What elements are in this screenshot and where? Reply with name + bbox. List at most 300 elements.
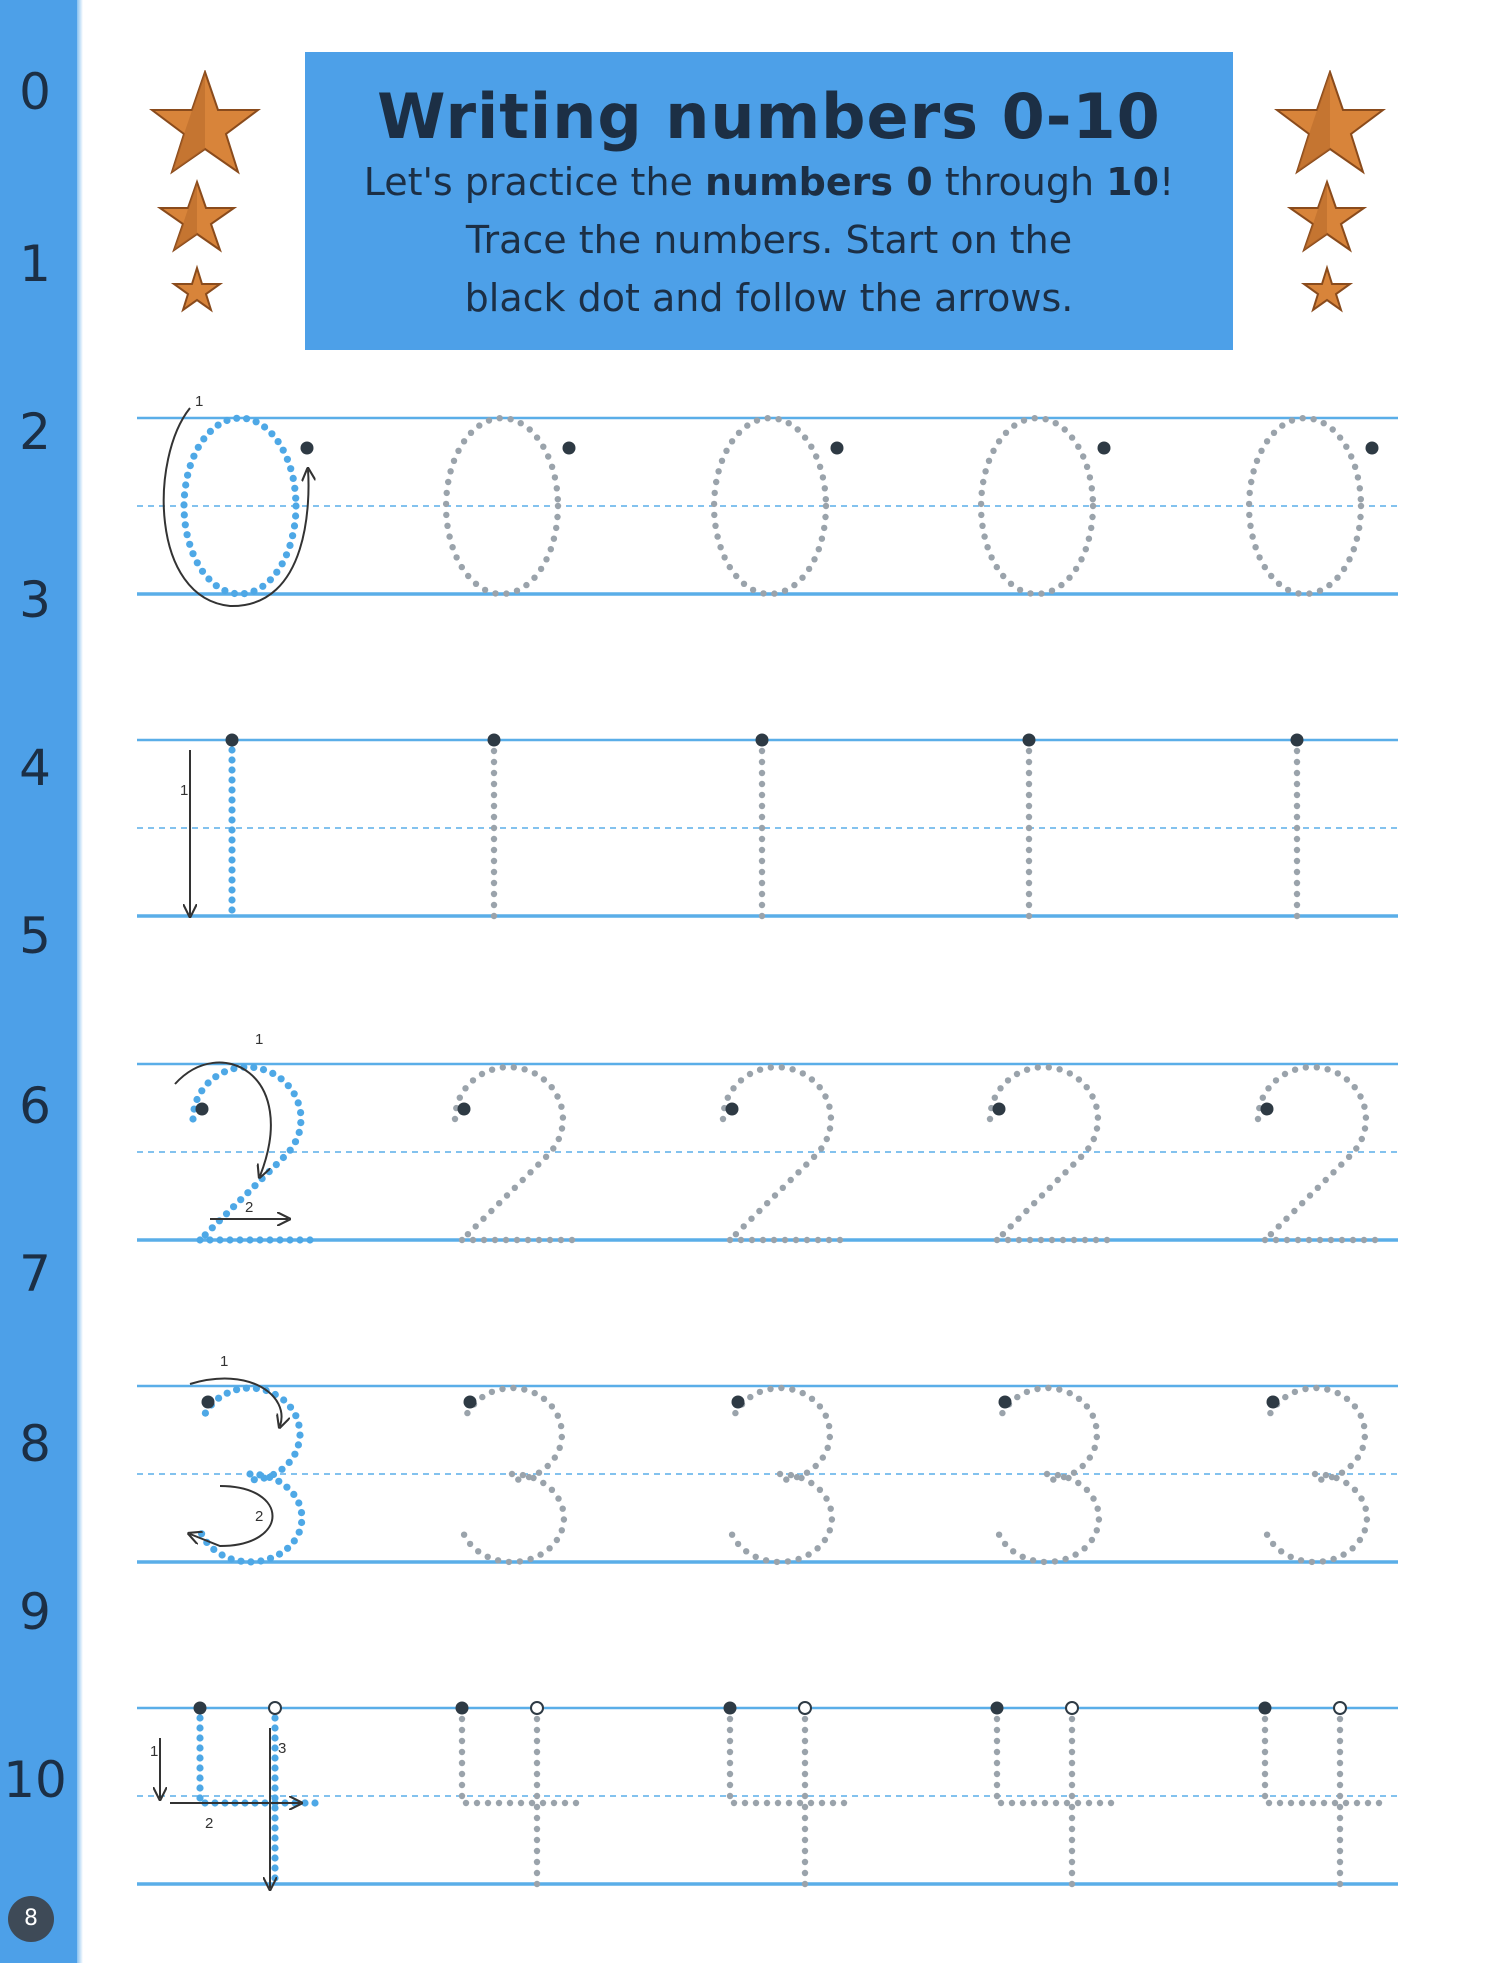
trace-dot (278, 1075, 285, 1082)
trace-dot (1317, 1237, 1323, 1243)
trace-dot (1282, 1394, 1288, 1400)
trace-dot (275, 438, 282, 445)
trace-dot (210, 1546, 217, 1553)
trace-dot (1026, 880, 1032, 886)
trace-dot (1357, 1093, 1363, 1099)
trace-dot (771, 590, 777, 596)
start-dot (726, 1103, 739, 1116)
trace-dot (802, 1716, 808, 1722)
trace-dot (1069, 1837, 1075, 1843)
trace-dot (1307, 1192, 1313, 1198)
trace-dot (1075, 444, 1081, 450)
trace-dot (286, 1459, 293, 1466)
trace-dot (819, 1800, 825, 1806)
trace-dot (534, 1848, 540, 1854)
trace-dot (184, 472, 191, 479)
trace-dot (459, 564, 465, 570)
trace-dot (759, 847, 765, 853)
trace-dot (190, 453, 197, 460)
trace-dot (198, 1530, 205, 1537)
trace-dot (537, 1551, 543, 1557)
sidebar-number-6: 6 (19, 1077, 51, 1135)
trace-dot (711, 501, 717, 507)
trace-dot (800, 1390, 806, 1396)
trace-dot (228, 796, 235, 803)
trace-dot (759, 770, 765, 776)
trace-dot (271, 1794, 278, 1801)
trace-dot (236, 1236, 243, 1243)
trace-dot (759, 836, 765, 842)
trace-dot (241, 590, 248, 597)
trace-dot (311, 1799, 318, 1806)
trace-dot (727, 1749, 733, 1755)
trace-dot (984, 544, 990, 550)
trace-dot (727, 1738, 733, 1744)
trace-dot (267, 1555, 274, 1562)
trace-dot (1090, 1495, 1096, 1501)
trace-dot (1352, 1487, 1358, 1493)
trace-dot (789, 1386, 795, 1392)
trace-dot (1062, 1169, 1068, 1175)
trace-dot (1049, 1237, 1055, 1243)
trace-dot (1337, 1793, 1343, 1799)
trace-dot (1337, 1870, 1343, 1876)
trace-dot (228, 746, 235, 753)
trace-dot (981, 533, 987, 539)
trace-dot (536, 1470, 542, 1476)
trace-dot (506, 1559, 512, 1565)
trace-dot (1108, 1800, 1114, 1806)
trace-dot (555, 1495, 561, 1501)
trace-dot (1069, 1782, 1075, 1788)
trace-dot (735, 1541, 741, 1547)
trace-dot (1066, 575, 1072, 581)
start-dot (1261, 1103, 1274, 1116)
trace-dot (732, 1410, 738, 1416)
trace-dot (1031, 1800, 1037, 1806)
trace-dot (443, 512, 449, 518)
trace-dot (757, 1067, 763, 1073)
trace-dot (207, 428, 214, 435)
trace-dot (994, 1782, 1000, 1788)
trace-dot (774, 1559, 780, 1565)
trace-dot (1262, 1782, 1268, 1788)
start-dot (194, 1702, 207, 1715)
trace-dot (297, 1109, 304, 1116)
trace-dot (802, 1815, 808, 1821)
trace-dot (559, 1527, 565, 1533)
trace-dot (268, 430, 275, 437)
trace-dot (491, 825, 497, 831)
trace-dot (759, 880, 765, 886)
trace-dot (799, 575, 805, 581)
trace-dot (1082, 1237, 1088, 1243)
trace-dot (1315, 1185, 1321, 1191)
trace-dot (1337, 1727, 1343, 1733)
trace-dot (1247, 490, 1253, 496)
trace-dot (1348, 453, 1354, 459)
trace-dot (280, 447, 287, 454)
trace-dot (1292, 1067, 1298, 1073)
trace-dot (306, 1236, 313, 1243)
trace-dot (1069, 434, 1075, 440)
trace-dot (271, 1844, 278, 1851)
trace-dot (541, 1076, 547, 1082)
trace-dot (292, 512, 299, 519)
trace-dot (1016, 1237, 1022, 1243)
trace-dot (228, 876, 235, 883)
trace-dot (1072, 1551, 1078, 1557)
trace-dot (1365, 1800, 1371, 1806)
trace-dot (1262, 1237, 1268, 1243)
trace-dot (744, 422, 750, 428)
trace-dot (1271, 430, 1277, 436)
trace-dot (1337, 1826, 1343, 1832)
trace-dot (1363, 1114, 1369, 1120)
trace-dot (459, 1749, 465, 1755)
sidebar-number-8: 8 (19, 1415, 51, 1473)
trace-dot (280, 1154, 287, 1161)
trace-dot (818, 1145, 824, 1151)
trace-dot (1053, 420, 1059, 426)
trace-dot (1094, 1125, 1100, 1131)
trace-dot (1264, 1532, 1270, 1538)
trace-dot (271, 1784, 278, 1791)
trace-dot (1062, 1556, 1068, 1562)
trace-dot (257, 1557, 264, 1564)
trace-dot (1361, 1237, 1367, 1243)
trace-dot (531, 575, 537, 581)
trace-dot (473, 1223, 479, 1229)
trace-dot (562, 1800, 568, 1806)
trace-dot (798, 1475, 804, 1481)
trace-dot (497, 415, 503, 421)
trace-dot (295, 1422, 302, 1429)
trace-dot (1078, 1154, 1084, 1160)
trace-dot (788, 1472, 794, 1478)
trace-dot (1294, 748, 1300, 754)
trace-dot (715, 468, 721, 474)
trace-dot (1065, 1475, 1071, 1481)
trace-dot (1030, 1557, 1036, 1563)
trace-dot (467, 1541, 473, 1547)
trace-dot (1026, 748, 1032, 754)
trace-dot (459, 1738, 465, 1744)
trace-dot (996, 1532, 1002, 1538)
trace-dot (771, 1237, 777, 1243)
start-dot (999, 1396, 1012, 1409)
trace-dot (827, 1527, 833, 1533)
trace-dot (479, 1394, 485, 1400)
trace-dot (808, 1480, 814, 1486)
trace-dot (491, 891, 497, 897)
trace-dot (802, 434, 808, 440)
trace-dot (1276, 581, 1282, 587)
trace-dot (826, 1104, 832, 1110)
trace-dot (491, 781, 497, 787)
trace-dot (1294, 880, 1300, 886)
trace-dot (779, 1064, 785, 1070)
trace-dot (712, 523, 718, 529)
trace-dot (1035, 1064, 1041, 1070)
trace-dot (224, 1390, 231, 1397)
trace-dot (1288, 1554, 1294, 1560)
trace-dot (511, 1064, 517, 1070)
trace-dot (291, 485, 298, 492)
trace-dot (523, 582, 529, 588)
trace-dot (1084, 464, 1090, 470)
trace-dot (1069, 1771, 1075, 1777)
trace-dot (287, 465, 294, 472)
trace-dot (1337, 1716, 1343, 1722)
trace-dot (549, 1403, 555, 1409)
trace-dot (759, 891, 765, 897)
trace-dot (1337, 1771, 1343, 1777)
trace-dot (221, 1068, 228, 1075)
trace-dot (802, 1727, 808, 1733)
trace-dot (997, 1085, 1003, 1091)
trace-dot (243, 1385, 250, 1392)
trace-dot (534, 1881, 540, 1887)
stroke-number-label: 1 (195, 393, 204, 410)
trace-dot (536, 1237, 542, 1243)
trace-dot (733, 1231, 739, 1237)
trace-dot (980, 479, 986, 485)
trace-dot (1070, 1161, 1076, 1167)
trace-dot (196, 1724, 203, 1731)
trace-dot (552, 474, 558, 480)
trace-dot (1020, 1800, 1026, 1806)
trace-dot (1324, 1066, 1330, 1072)
trace-dot (1343, 444, 1349, 450)
second-start-dot (269, 1702, 281, 1714)
trace-dot (1045, 1385, 1051, 1391)
trace-dot (196, 1774, 203, 1781)
trace-dot (1318, 1476, 1324, 1482)
trace-dot (1343, 1480, 1349, 1486)
trace-dot (290, 1491, 297, 1498)
trace-dot (1335, 1070, 1341, 1076)
trace-dot (978, 501, 984, 507)
trace-dot (1081, 1545, 1087, 1551)
trace-dot (1359, 1136, 1365, 1142)
trace-dot (1000, 1231, 1006, 1237)
trace-dot (223, 417, 230, 424)
trace-dot (1038, 590, 1044, 596)
trace-dot (1069, 1848, 1075, 1854)
trace-dot (1005, 1077, 1011, 1083)
trace-dot (1011, 422, 1017, 428)
trace-dot (196, 1734, 203, 1741)
trace-dot (228, 1555, 235, 1562)
trace-dot (291, 1451, 298, 1458)
trace-dot (759, 869, 765, 875)
trace-dot (496, 1800, 502, 1806)
trace-dot (753, 1554, 759, 1560)
trace-dot (534, 434, 540, 440)
trace-dot (534, 1837, 540, 1843)
trace-dot (470, 1237, 476, 1243)
trace-dot (1357, 514, 1363, 520)
trace-dot (1295, 590, 1301, 596)
trace-dot (992, 1095, 998, 1101)
trace-dot (1284, 1237, 1290, 1243)
trace-dot (273, 569, 280, 576)
trace-dot (1361, 1104, 1367, 1110)
trace-dot (1026, 913, 1032, 919)
instruction-line-3: black dot and follow the arrows. (464, 276, 1074, 320)
trace-dot (1357, 1537, 1363, 1543)
trace-dot (200, 435, 207, 442)
trace-dot (198, 1087, 205, 1094)
trace-dot (1080, 453, 1086, 459)
trace-dot (721, 554, 727, 560)
trace-dot (573, 1800, 579, 1806)
trace-dot (287, 1147, 294, 1154)
trace-dot (1320, 1558, 1326, 1564)
trace-dot (727, 1782, 733, 1788)
trace-dot (285, 1082, 292, 1089)
trace-dot (820, 1454, 826, 1460)
trace-dot (287, 1404, 294, 1411)
trace-dot (512, 1185, 518, 1191)
trace-dot (509, 1471, 515, 1477)
trace-dot (1376, 1800, 1382, 1806)
trace-dot (489, 1389, 495, 1395)
trace-dot (1055, 1472, 1061, 1478)
trace-dot (1249, 533, 1255, 539)
start-dot (1366, 442, 1379, 455)
trace-dot (1248, 479, 1254, 485)
trace-dot (465, 1231, 471, 1237)
start-dot (1098, 442, 1111, 455)
trace-dot (553, 525, 559, 531)
trace-dot (261, 423, 268, 430)
trace-dot (500, 1064, 506, 1070)
trace-dot (1337, 1881, 1343, 1887)
trace-dot (559, 1434, 565, 1440)
trace-dot (1357, 485, 1363, 491)
trace-dot (727, 1237, 733, 1243)
trace-dot (195, 444, 202, 451)
trace-dot (1321, 1800, 1327, 1806)
trace-dot (1299, 1200, 1305, 1206)
trace-dot (717, 544, 723, 550)
trace-dot (256, 1236, 263, 1243)
trace-dot (1352, 1403, 1358, 1409)
trace-dot (1262, 1793, 1268, 1799)
trace-dot (827, 1125, 833, 1131)
trace-dot (250, 1064, 257, 1071)
trace-dot (1032, 415, 1038, 421)
trace-dot (527, 426, 533, 432)
trace-dot (228, 766, 235, 773)
trace-dot (271, 1814, 278, 1821)
start-dot (732, 1396, 745, 1409)
trace-dot (476, 422, 482, 428)
trace-dot (216, 1236, 223, 1243)
sidebar-number-7: 7 (19, 1245, 51, 1303)
trace-dot (196, 1784, 203, 1791)
trace-dot (271, 1874, 278, 1881)
trace-dot (743, 1548, 749, 1554)
trace-dot (189, 550, 196, 557)
trace-dot (1294, 759, 1300, 765)
trace-dot (1346, 556, 1352, 562)
trace-dot (1343, 1800, 1349, 1806)
trace-dot (1282, 1071, 1288, 1077)
trace-dot (228, 816, 235, 823)
trace-dot (1262, 1727, 1268, 1733)
trace-dot (741, 1223, 747, 1229)
trace-dot (811, 556, 817, 562)
trace-dot (189, 1115, 196, 1122)
trace-dot (259, 583, 266, 590)
trace-dot (446, 533, 452, 539)
trace-dot (1313, 1385, 1319, 1391)
trace-dot (246, 1470, 253, 1477)
instruction-line-2: Trace the numbers. Start on the (465, 218, 1073, 262)
trace-dot (280, 1396, 287, 1403)
trace-dot (775, 1800, 781, 1806)
trace-dot (247, 1558, 254, 1565)
trace-dot (782, 1237, 788, 1243)
trace-dot (786, 1800, 792, 1806)
trace-dot (1273, 1077, 1279, 1083)
trace-dot (759, 858, 765, 864)
trace-dot (1354, 1800, 1360, 1806)
trace-dot (1023, 1208, 1029, 1214)
trace-dot (492, 1237, 498, 1243)
trace-dot (1312, 1471, 1318, 1477)
trace-dot (180, 501, 187, 508)
trace-dot (253, 418, 260, 425)
trace-dot (1031, 1200, 1037, 1206)
trace-dot (1294, 847, 1300, 853)
trace-dot (518, 420, 524, 426)
trace-dot (1026, 759, 1032, 765)
trace-dot (1069, 1716, 1075, 1722)
trace-dot (251, 1182, 258, 1189)
trace-dot (711, 512, 717, 518)
trace-dot (1041, 1559, 1047, 1565)
trace-dot (825, 1445, 831, 1451)
trace-dot (823, 496, 829, 502)
trace-dot (1252, 544, 1258, 550)
sidebar-number-3: 3 (19, 571, 51, 629)
trace-dot (1052, 1558, 1058, 1564)
trace-dot (535, 1161, 541, 1167)
trace-dot (250, 588, 257, 595)
trace-dot (777, 1471, 783, 1477)
trace-dot (1056, 1386, 1062, 1392)
trace-dot (480, 1216, 486, 1222)
trace-dot (491, 748, 497, 754)
trace-dot (507, 1800, 513, 1806)
trace-dot (1089, 485, 1095, 491)
trace-dot (759, 759, 765, 765)
trace-dot (491, 759, 497, 765)
trace-dot (828, 1506, 834, 1512)
trace-dot (1277, 1800, 1283, 1806)
trace-dot (295, 1441, 302, 1448)
trace-dot (271, 1774, 278, 1781)
trace-dot (793, 1237, 799, 1243)
trace-dot (1086, 1800, 1092, 1806)
trace-dot (768, 1064, 774, 1070)
trace-dot (518, 1800, 524, 1806)
stroke-number-label: 1 (180, 782, 189, 799)
